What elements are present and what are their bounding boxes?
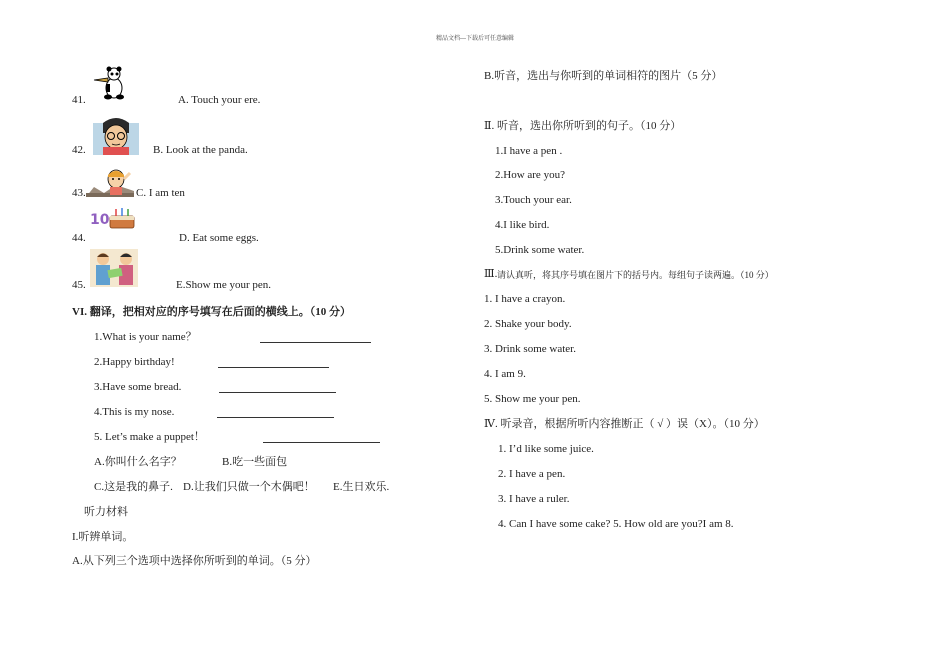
item-45-option: E.Show me your pen. xyxy=(176,279,272,291)
answer-blank-2[interactable] xyxy=(218,367,329,368)
part-3-item-5: 5. Show me your pen. xyxy=(484,393,581,405)
item-44-option: D. Eat some eggs. xyxy=(179,232,259,244)
part-2-item-5: 5.Drink some water. xyxy=(495,244,585,256)
part-3-title: 请认真听，将其序号填在图片下的括号内。每组句子读两遍。（10 分） xyxy=(497,270,774,280)
translate-item-5: 5. Let’s make a puppet！ xyxy=(94,431,205,443)
part-1-title: I.听辨单词。 xyxy=(72,531,134,543)
translate-item-4: 4.This is my nose. xyxy=(94,406,175,418)
translate-item-3: 3.Have some bread. xyxy=(94,381,182,393)
part-1a-instruction: A.从下列三个选项中选择你所听到的单词。（5 分） xyxy=(72,555,317,567)
panda-trumpet-picture xyxy=(92,64,128,102)
part-2-item-1: 1.I have a pen . xyxy=(495,145,563,157)
translate-item-2: 2.Happy birthday! xyxy=(94,356,175,368)
part-2-item-4: 4.I like bird. xyxy=(495,219,550,231)
girl-touching-ear-picture xyxy=(86,167,134,197)
part-4-title: Ⅳ. 听录音，根据所听内容推断正（ √ ）误（X）。（10 分） xyxy=(484,418,765,430)
item-41-option: A. Touch your ere. xyxy=(178,94,261,106)
part-3-item-4: 4. I am 9. xyxy=(484,368,526,380)
option-b: B.吃一些面包 xyxy=(222,456,288,468)
item-42-number: 42. xyxy=(72,144,86,156)
part-4-item-3: 3. I have a ruler. xyxy=(498,493,570,505)
option-e: E.生日欢乐. xyxy=(333,481,390,493)
option-d: D.让我们只做一个木偶吧！ xyxy=(183,481,315,493)
item-45-number: 45. xyxy=(72,279,86,291)
kids-with-pen-picture xyxy=(90,249,138,287)
part-4-item-1: 1. I’d like some juice. xyxy=(498,443,594,455)
option-c: C.这是我的鼻子. xyxy=(94,481,173,493)
part-2-title: Ⅱ. 听音，选出你所听到的句子。（10 分） xyxy=(484,120,682,132)
cake-number-ten: 10 xyxy=(90,212,110,228)
section-6-title: VI. 翻译，把相对应的序号填写在后面的横线上。（10 分） xyxy=(72,306,351,318)
part-3-title-number: Ⅲ. xyxy=(484,268,498,280)
item-41-number: 41. xyxy=(72,94,86,106)
girl-with-glasses-picture xyxy=(93,117,139,155)
item-44-number: 44. xyxy=(72,232,86,244)
answer-blank-5[interactable] xyxy=(263,442,380,443)
part-4-items-4-5: 4. Can I have some cake? 5. How old are you?I am 8. xyxy=(498,518,734,530)
item-42-option: B. Look at the panda. xyxy=(153,144,248,156)
page-header: 精品文档---下载后可任意编辑 xyxy=(436,36,514,42)
listening-material-title: 听力材料 xyxy=(84,506,128,518)
birthday-cake-picture xyxy=(90,206,136,230)
part-2-item-3: 3.Touch your ear. xyxy=(495,194,572,206)
part-3-item-1: 1. I have a crayon. xyxy=(484,293,566,305)
item-43-number: 43. xyxy=(72,187,86,199)
answer-blank-1[interactable] xyxy=(260,342,371,343)
answer-blank-3[interactable] xyxy=(219,392,336,393)
translate-item-1: 1.What is your name？ xyxy=(94,331,197,343)
part-4-item-2: 2. I have a pen. xyxy=(498,468,566,480)
part-1b-instruction: B.听音，选出与你听到的单词相符的图片（5 分） xyxy=(484,70,723,82)
part-3-item-3: 3. Drink some water. xyxy=(484,343,576,355)
part-3-item-2: 2. Shake your body. xyxy=(484,318,572,330)
answer-blank-4[interactable] xyxy=(217,417,334,418)
part-2-item-2: 2.How are you? xyxy=(495,169,565,181)
option-a: A.你叫什么名字？ xyxy=(94,456,182,468)
item-43-option: C. I am ten xyxy=(136,187,185,199)
